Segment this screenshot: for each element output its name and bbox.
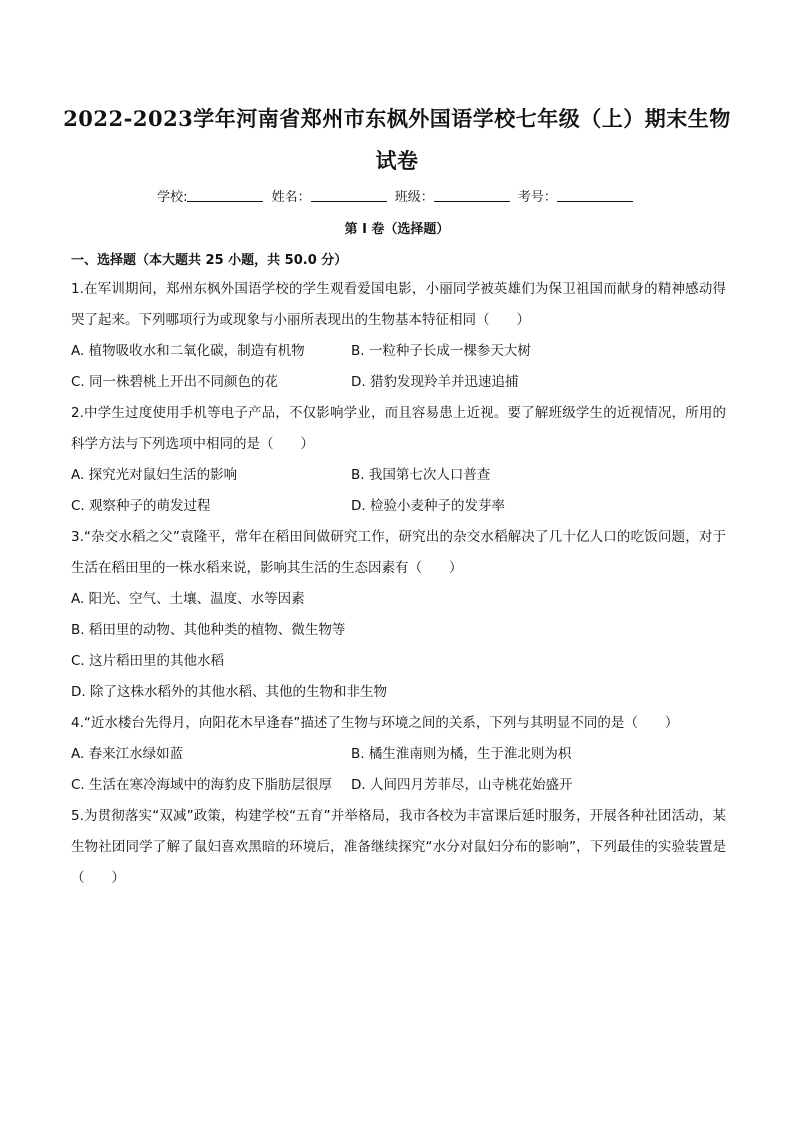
class-label: 班级： xyxy=(394,190,434,205)
exam-no-blank[interactable] xyxy=(557,189,633,202)
option-d: D. 人间四月芳菲尽，山寺桃花始盛开 xyxy=(351,777,573,793)
question-2 xyxy=(71,398,726,522)
option-d: D. 检验小麦种子的发芽率 xyxy=(351,498,505,514)
volume-heading: 第 I 卷（选择题） xyxy=(344,222,450,237)
question-stem: 4.“近水楼台先得月，向阳花木早逢春”描述了生物与环境之间的关系，下列与其明显不同的是（ ） xyxy=(71,715,679,731)
question-stem: 5.为贯彻落实“双减”政策，构建学校“五育”并举格局，我市各校为丰富课后延时服务，开展各种社团活动，某生物社团同学了解了鼠妇喜欢黑暗的环境后，准备继续探究“水分对鼠妇分布的影响”，下列最佳的实验装置是（ ） xyxy=(71,808,726,886)
name-blank[interactable] xyxy=(311,189,387,202)
option-b: B. 一粒种子长成一棵参天大树 xyxy=(351,343,531,359)
option-d: D. 猎豹发现羚羊并迅速追捕 xyxy=(351,374,519,390)
option-d: D. 除了这株水稻外的其他水稻、其他的生物和非生物 xyxy=(71,684,387,700)
option-c: C. 生活在寒冷海域中的海豹皮下脂肪层很厚 xyxy=(71,777,333,793)
name-label: 姓名： xyxy=(271,190,311,205)
option-a: A. 春来江水绿如蓝 xyxy=(71,746,184,762)
class-blank[interactable] xyxy=(434,189,510,202)
question-1 xyxy=(71,274,726,398)
student-info-line xyxy=(0,186,794,205)
option-b: B. 稻田里的动物、其他种类的植物、微生物等 xyxy=(71,622,346,638)
option-c: C. 这片稻田里的其他水稻 xyxy=(71,653,225,669)
option-c: C. 同一株碧桃上开出不同颜色的花 xyxy=(71,374,279,390)
question-stem: 1.在军训期间，郑州东枫外国语学校的学生观看爱国电影，小丽同学被英雄们为保卫祖国而献身的精神感动得哭了起来。下列哪项行为或现象与小丽所表现出的生物基本特征相同（ ） xyxy=(71,281,726,328)
exam-no-label: 考号： xyxy=(517,190,557,205)
option-b: B. 橘生淮南则为橘，生于淮北则为枳 xyxy=(351,746,572,762)
option-a: A. 探究光对鼠妇生活的影响 xyxy=(71,467,238,483)
option-c: C. 观察种子的萌发过程 xyxy=(71,498,211,514)
question-4 xyxy=(71,708,726,801)
page-title: 2022-2023学年河南省郑州市东枫外国语学校七年级（上）期末生物试卷 xyxy=(63,106,731,173)
question-stem: 3.“杂交水稻之父”袁隆平，常年在稻田间做研究工作，研究出的杂交水稻解决了几十亿人口的吃饭问题，对于生活在稻田里的一株水稻来说，影响其生活的生态因素有（ ） xyxy=(71,529,726,576)
question-5 xyxy=(71,801,726,894)
school-label: 学校: xyxy=(157,190,188,205)
option-b: B. 我国第七次人口普查 xyxy=(351,467,491,483)
question-stem: 2.中学生过度使用手机等电子产品，不仅影响学业，而且容易患上近视。要了解班级学生的近视情况，所用的科学方法与下列选项中相同的是（ ） xyxy=(71,405,726,452)
option-a: A. 阳光、空气、土壤、温度、水等因素 xyxy=(71,591,305,607)
school-blank[interactable] xyxy=(187,189,263,202)
question-3 xyxy=(71,522,726,708)
option-a: A. 植物吸收水和二氧化碳，制造有机物 xyxy=(71,343,305,359)
section-heading: 一、选择题（本大题共 25 小题，共 50.0 分） xyxy=(71,253,348,268)
